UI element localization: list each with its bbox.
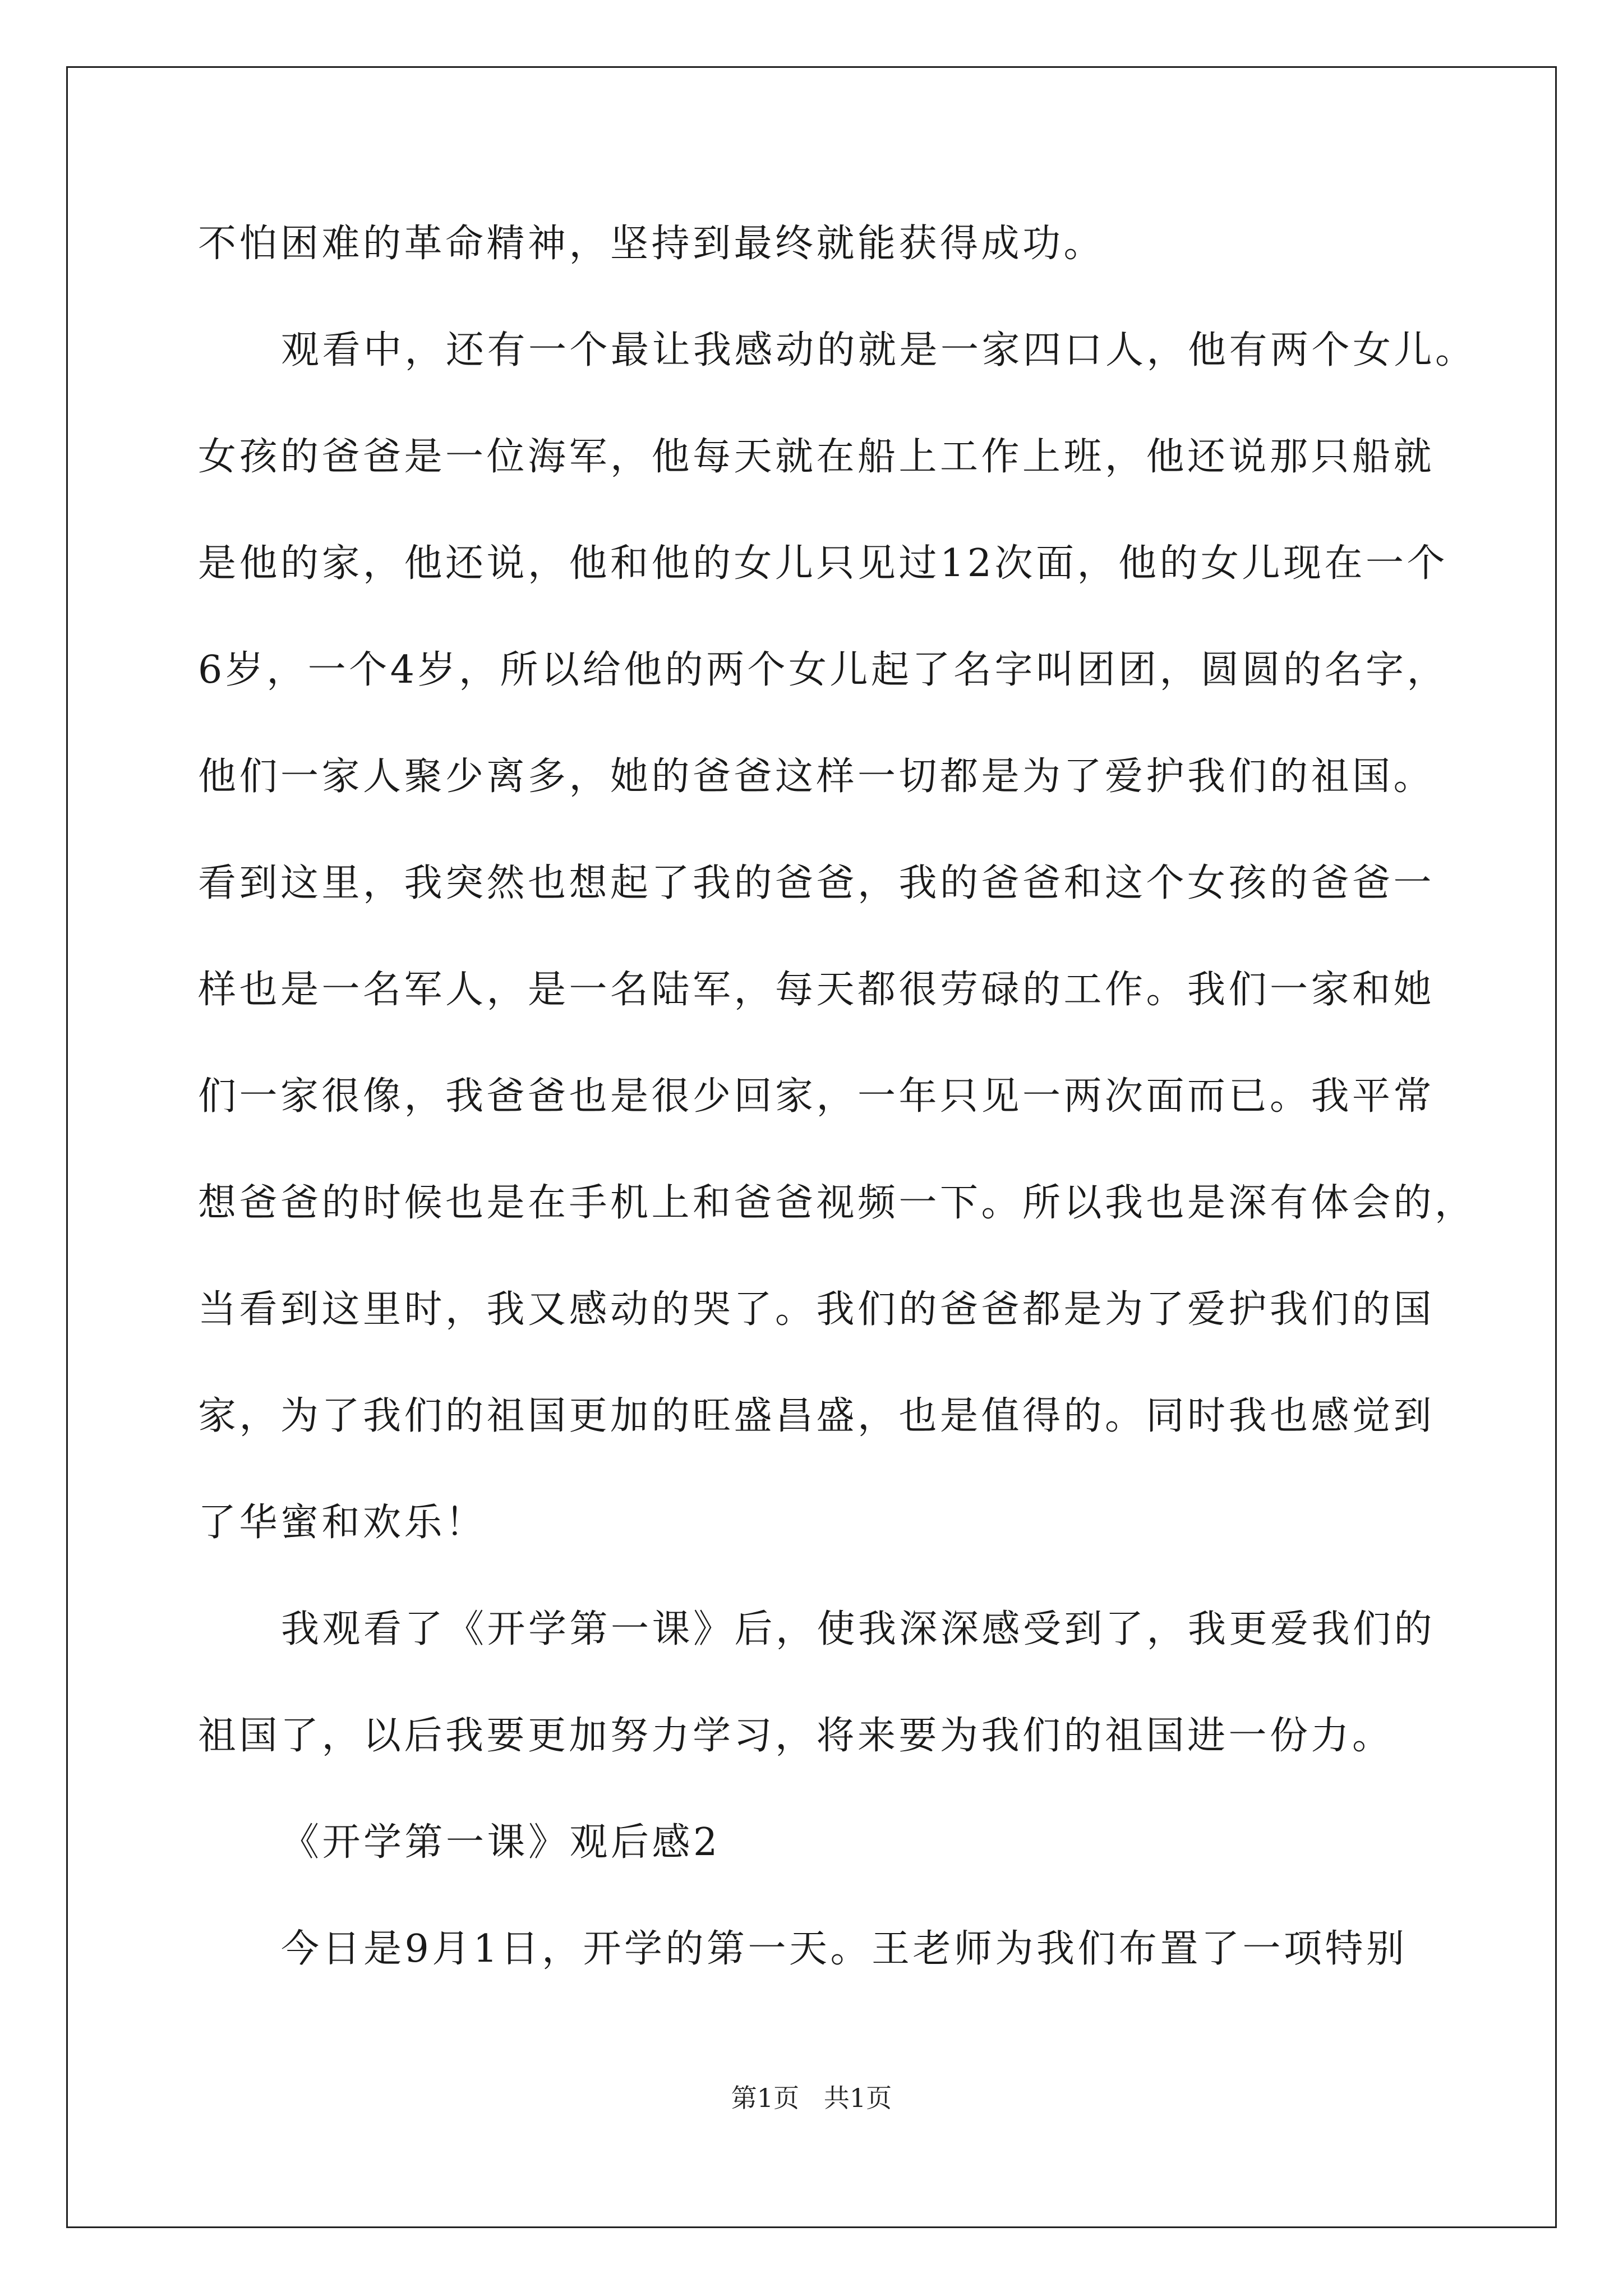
- text-line: 当看到这里时，我又感动的哭了。我们的爸爸都是为了爱护我们的国: [198, 1287, 1435, 1332]
- document-body: [198, 191, 1477, 2003]
- text-line: 们一家很像，我爸爸也是很少回家，一年只见一两次面而已。我平常: [198, 1074, 1435, 1119]
- text-line: 看到这里，我突然也想起了我的爸爸，我的爸爸和这个女孩的爸爸一: [198, 861, 1435, 905]
- text-line: 我观看了《开学第一课》后，使我深深感受到了，我更爱我们的: [281, 1607, 1436, 1651]
- text-line: 6岁，一个4岁，所以给他的两个女儿起了名字叫团团，圆圆的名字，: [198, 648, 1449, 692]
- text-line: 家，为了我们的祖国更加的旺盛昌盛，也是值得的。同时我也感觉到: [198, 1394, 1435, 1438]
- text-line: 他们一家人聚少离多，她的爸爸这样一切都是为了爱护我们的祖国。: [198, 754, 1435, 799]
- text-line: 今日是9月1日，开学的第一天。王老师为我们布置了一项特别: [281, 1927, 1408, 1971]
- text-line: 想爸爸的时候也是在手机上和爸爸视频一下。所以我也是深有体会的，: [198, 1181, 1476, 1225]
- text-line: 样也是一名军人，是一名陆军，每天都很劳碌的工作。我们一家和她: [198, 968, 1435, 1012]
- text-line: 不怕困难的革命精神，坚持到最终就能获得成功。: [198, 222, 1105, 266]
- text-line: 了华蜜和欢乐！: [198, 1501, 487, 1545]
- text-line: 祖国了，以后我要更加努力学习，将来要为我们的祖国进一份力。: [198, 1714, 1394, 1758]
- text-line: 是他的家，他还说，他和他的女儿只见过12次面，他的女儿现在一个: [198, 541, 1449, 586]
- section-heading: 《开学第一课》观后感2: [281, 1820, 721, 1865]
- text-line: 观看中，还有一个最让我感动的就是一家四口人，他有两个女儿。: [281, 328, 1477, 372]
- page-number-footer: 第1页 共1页: [731, 2083, 892, 2113]
- text-line: 女孩的爸爸是一位海军，他每天就在船上工作上班，他还说那只船就: [198, 435, 1435, 479]
